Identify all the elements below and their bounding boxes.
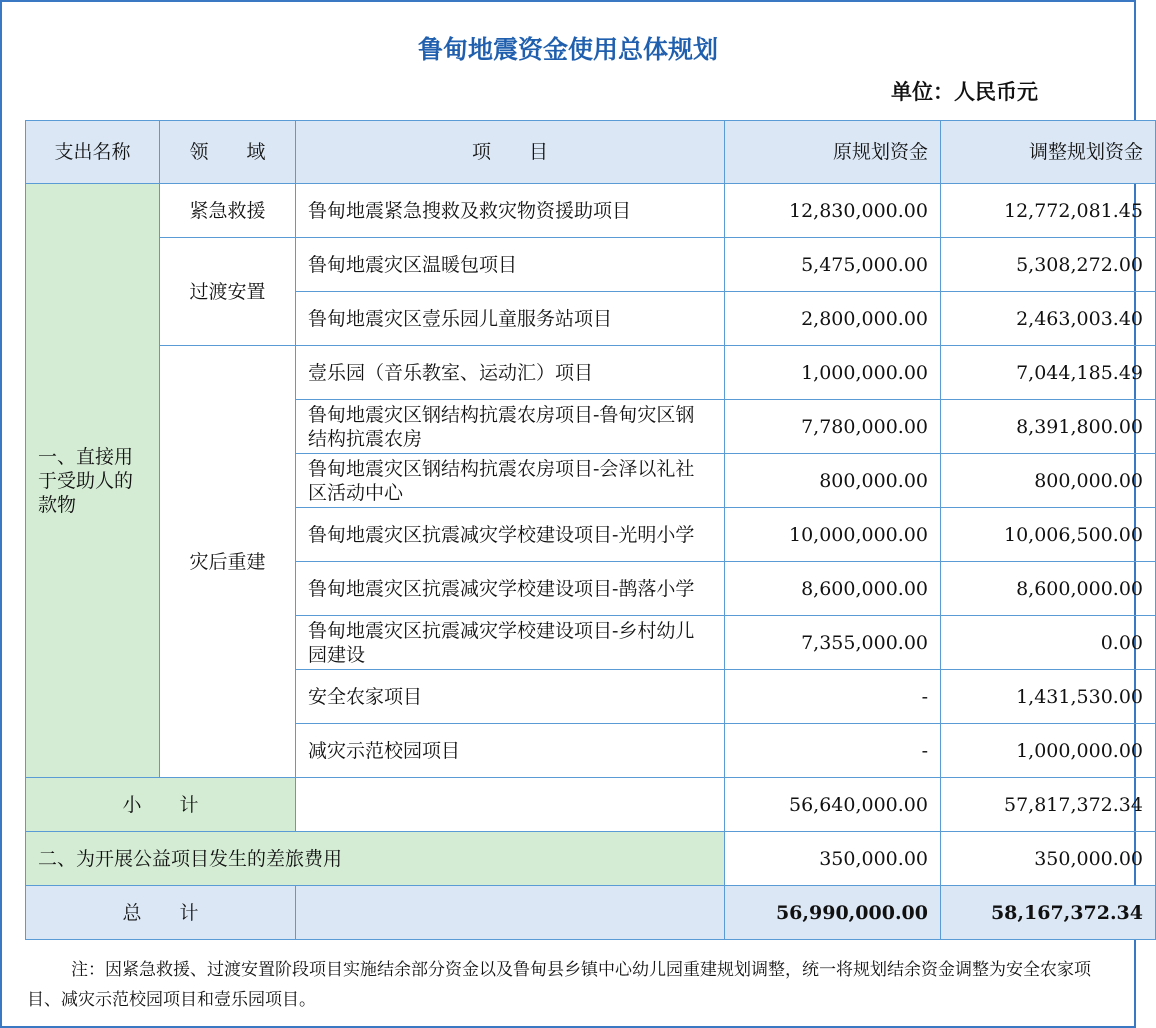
original-cell: 800,000.00 bbox=[725, 454, 941, 508]
table-header-row bbox=[26, 121, 1156, 184]
total-row bbox=[26, 886, 1156, 940]
subtotal-adjusted: 57,817,372.34 bbox=[941, 778, 1156, 832]
item-cell: 鲁甸地震灾区抗震减灾学校建设项目-鹊落小学 bbox=[296, 562, 725, 616]
table-row bbox=[26, 184, 1156, 238]
total-label: 总 计 bbox=[26, 886, 296, 940]
original-cell: 2,800,000.00 bbox=[725, 292, 941, 346]
adjusted-cell: 7,044,185.49 bbox=[941, 346, 1156, 400]
item-cell: 鲁甸地震灾区抗震减灾学校建设项目-乡村幼儿园建设 bbox=[296, 616, 725, 670]
original-cell: 10,000,000.00 bbox=[725, 508, 941, 562]
footnote: 注：因紧急救援、过渡安置阶段项目实施结余部分资金以及鲁甸县乡镇中心幼儿园重建规划调整，统一将规划结余资金调整为安全农家项目、减灾示范校园项目和壹乐园项目。 bbox=[27, 960, 1091, 1010]
original-cell: 7,780,000.00 bbox=[725, 400, 941, 454]
travel-adjusted: 350,000.00 bbox=[941, 832, 1156, 886]
subtotal-label: 小 计 bbox=[26, 778, 296, 832]
item-cell: 安全农家项目 bbox=[296, 670, 725, 724]
total-original: 56,990,000.00 bbox=[725, 886, 941, 940]
adjusted-cell: 8,600,000.00 bbox=[941, 562, 1156, 616]
item-cell: 鲁甸地震灾区钢结构抗震农房项目-会泽以礼社区活动中心 bbox=[296, 454, 725, 508]
item-cell: 鲁甸地震灾区温暖包项目 bbox=[296, 238, 725, 292]
travel-row bbox=[26, 832, 1156, 886]
subtotal-original: 56,640,000.00 bbox=[725, 778, 941, 832]
original-cell: - bbox=[725, 670, 941, 724]
header-adjusted: 调整规划资金 bbox=[941, 121, 1156, 184]
field-emergency: 紧急救援 bbox=[160, 184, 296, 238]
adjusted-cell: 1,431,530.00 bbox=[941, 670, 1156, 724]
page-title: 鲁甸地震资金使用总体规划 bbox=[417, 35, 718, 64]
table-row bbox=[26, 238, 1156, 292]
item-cell: 鲁甸地震灾区壹乐园儿童服务站项目 bbox=[296, 292, 725, 346]
adjusted-cell: 800,000.00 bbox=[941, 454, 1156, 508]
adjusted-cell: 0.00 bbox=[941, 616, 1156, 670]
original-cell: 12,830,000.00 bbox=[725, 184, 941, 238]
table-row bbox=[26, 346, 1156, 400]
header-category: 支出名称 bbox=[26, 121, 160, 184]
adjusted-cell: 12,772,081.45 bbox=[941, 184, 1156, 238]
original-cell: 5,475,000.00 bbox=[725, 238, 941, 292]
adjusted-cell: 8,391,800.00 bbox=[941, 400, 1156, 454]
travel-original: 350,000.00 bbox=[725, 832, 941, 886]
field-transition: 过渡安置 bbox=[160, 238, 296, 346]
item-cell: 鲁甸地震紧急搜救及救灾物资援助项目 bbox=[296, 184, 725, 238]
item-cell: 壹乐园（音乐教室、运动汇）项目 bbox=[296, 346, 725, 400]
item-cell: 减灾示范校园项目 bbox=[296, 724, 725, 778]
subtotal-empty-cell bbox=[296, 778, 725, 832]
total-adjusted: 58,167,372.34 bbox=[941, 886, 1156, 940]
header-field: 领 域 bbox=[160, 121, 296, 184]
item-cell: 鲁甸地震灾区抗震减灾学校建设项目-光明小学 bbox=[296, 508, 725, 562]
fund-plan-table bbox=[25, 120, 1156, 940]
adjusted-cell: 1,000,000.00 bbox=[941, 724, 1156, 778]
adjusted-cell: 2,463,003.40 bbox=[941, 292, 1156, 346]
header-original: 原规划资金 bbox=[725, 121, 941, 184]
original-cell: 8,600,000.00 bbox=[725, 562, 941, 616]
item-cell: 鲁甸地震灾区钢结构抗震农房项目-鲁甸灾区钢结构抗震农房 bbox=[296, 400, 725, 454]
adjusted-cell: 10,006,500.00 bbox=[941, 508, 1156, 562]
total-empty-cell bbox=[296, 886, 725, 940]
original-cell: 7,355,000.00 bbox=[725, 616, 941, 670]
category-direct-aid: 一、直接用于受助人的款物 bbox=[26, 184, 160, 778]
unit-label: 单位：人民币元 bbox=[891, 80, 1038, 104]
subtotal-row bbox=[26, 778, 1156, 832]
header-item: 项 目 bbox=[296, 121, 725, 184]
field-rebuild: 灾后重建 bbox=[160, 346, 296, 778]
adjusted-cell: 5,308,272.00 bbox=[941, 238, 1156, 292]
original-cell: 1,000,000.00 bbox=[725, 346, 941, 400]
travel-label: 二、为开展公益项目发生的差旅费用 bbox=[26, 832, 725, 886]
original-cell: - bbox=[725, 724, 941, 778]
